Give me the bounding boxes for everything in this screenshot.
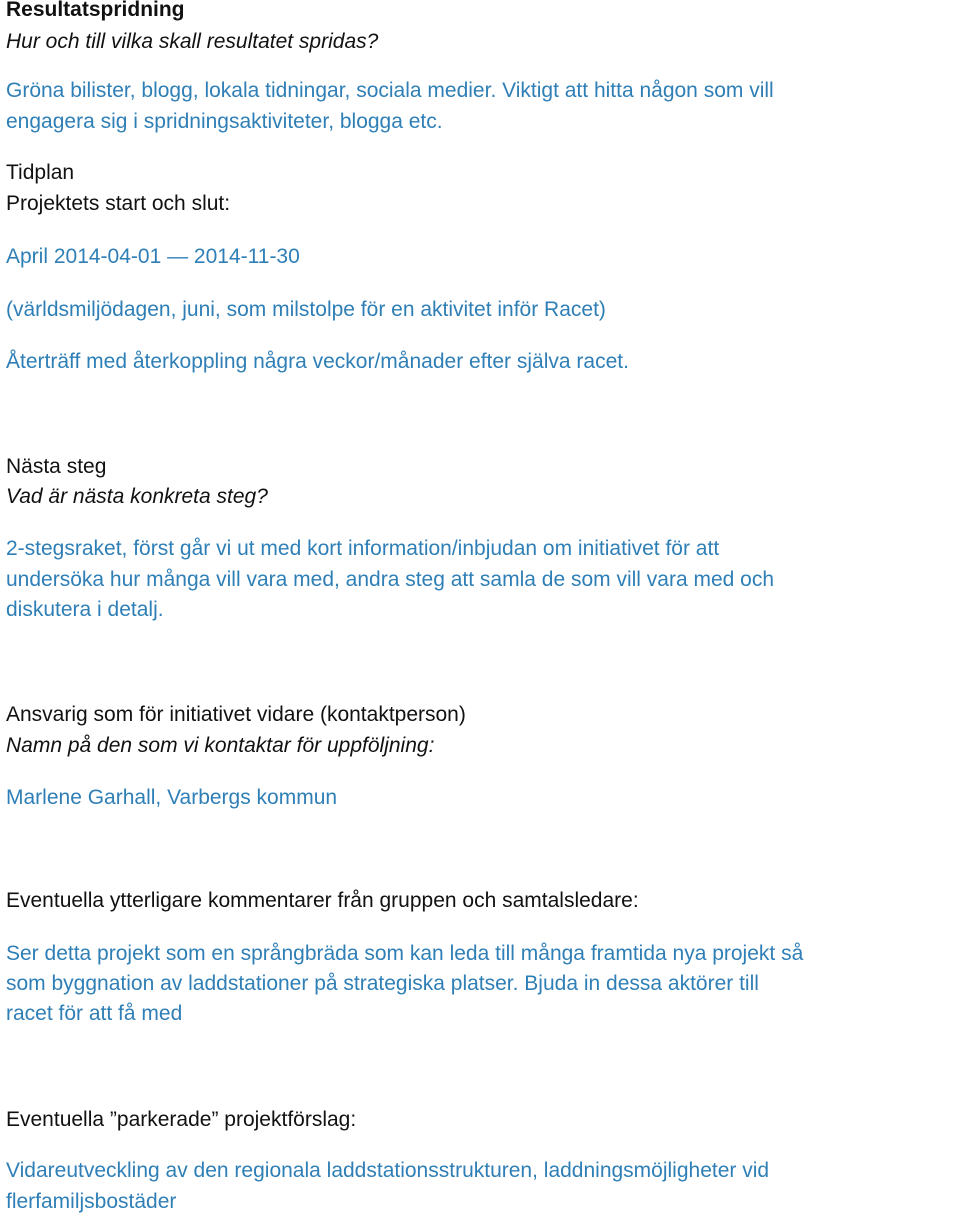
answer-ansvarig: Marlene Garhall, Varbergs kommun [6,786,338,809]
answer-parkerade-line1: Vidareutveckling av den regionala laddstationsstrukturen, laddningsmöjligheter vid [6,1159,770,1182]
answer-kommentarer-line1: Ser detta projekt som en språngbräda som kan leda till många framtida nya projekt så [6,942,804,965]
question-nasta-steg: Vad är nästa konkreta steg? [6,485,268,508]
answer-resultatspridning-line2: engagera sig i spridningsaktiviteter, blogga etc. [6,110,443,133]
section-heading-parkerade: Eventuella ”parkerade” projektförslag: [6,1108,357,1131]
answer-nasta-steg-line2: undersöka hur många vill vara med, andra steg att samla de som vill vara med och [6,568,775,591]
answer-parkerade-line2: flerfamiljsbostäder [6,1190,177,1213]
answer-nasta-steg-line1: 2-stegsraket, först går vi ut med kort information/inbjudan om initiativet för att [6,537,720,560]
section-heading-kommentarer: Eventuella ytterligare kommentarer från gruppen och samtalsledare: [6,889,639,912]
question-tidplan: Projektets start och slut: [6,192,231,215]
answer-kommentarer-line2: som byggnation av laddstationer på strategiska platser. Bjuda in dessa aktörer till [6,972,759,995]
question-resultatspridning: Hur och till vilka skall resultatet spridas? [6,30,379,53]
section-heading-resultatspridning: Resultatspridning [6,0,185,21]
question-ansvarig: Namn på den som vi kontaktar för uppföljning: [6,734,435,757]
section-heading-nasta-steg: Nästa steg [6,455,107,478]
answer-resultatspridning-line1: Gröna bilister, blogg, lokala tidningar, sociala medier. Viktigt att hitta någon som vill [6,79,774,102]
section-heading-tidplan: Tidplan [6,161,75,184]
section-heading-ansvarig: Ansvarig som för initiativet vidare (kontaktperson) [6,703,466,726]
answer-kommentarer-line3: racet för att få med [6,1002,183,1025]
tidplan-milestone: (världsmiljödagen, juni, som milstolpe för en aktivitet inför Racet) [6,298,606,321]
tidplan-dates: April 2014-04-01 — 2014-11-30 [6,245,300,268]
answer-nasta-steg-line3: diskutera i detalj. [6,598,164,621]
tidplan-reunion: Återträff med återkoppling några veckor/månader efter själva racet. [6,350,629,373]
